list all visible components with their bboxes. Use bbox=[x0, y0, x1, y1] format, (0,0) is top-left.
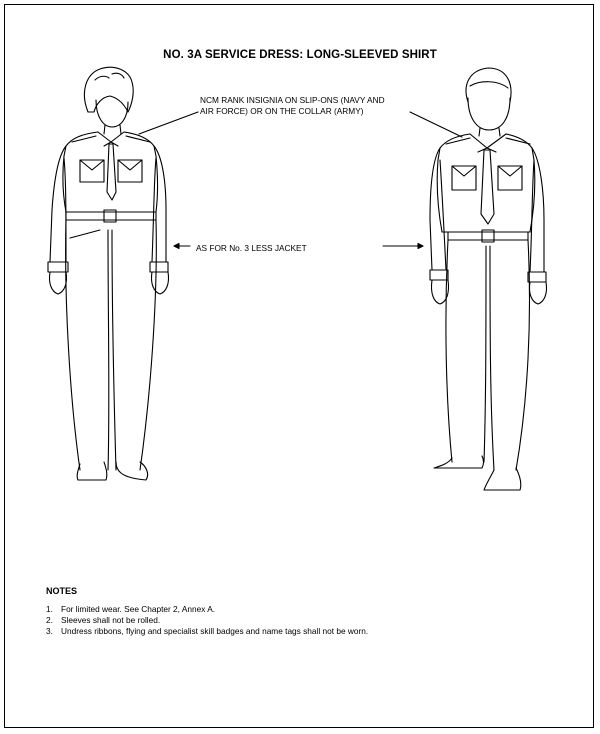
insignia-callout-line1: NCM RANK INSIGNIA ON SLIP-ONS (NAVY AND bbox=[200, 95, 385, 105]
notes-list bbox=[46, 604, 368, 636]
jacket-leader-arrows bbox=[174, 244, 423, 249]
notes-heading: NOTES bbox=[46, 586, 78, 596]
note-item: 1. For limited wear. See Chapter 2, Annex A. bbox=[46, 604, 216, 614]
insignia-leader-lines bbox=[139, 112, 462, 137]
page-title: NO. 3A SERVICE DRESS: LONG-SLEEVED SHIRT bbox=[163, 49, 437, 61]
insignia-callout-line2: AIR FORCE) OR ON THE COLLAR (ARMY) bbox=[200, 106, 364, 116]
note-item: 3. Undress ribbons, flying and specialist skill badges and name tags shall not be worn. bbox=[46, 625, 369, 636]
male-figure bbox=[430, 68, 547, 490]
note-item: 2. Sleeves shall not be rolled. bbox=[46, 614, 161, 625]
jacket-callout: AS FOR No. 3 LESS JACKET bbox=[196, 243, 307, 253]
notes-section bbox=[46, 586, 368, 636]
